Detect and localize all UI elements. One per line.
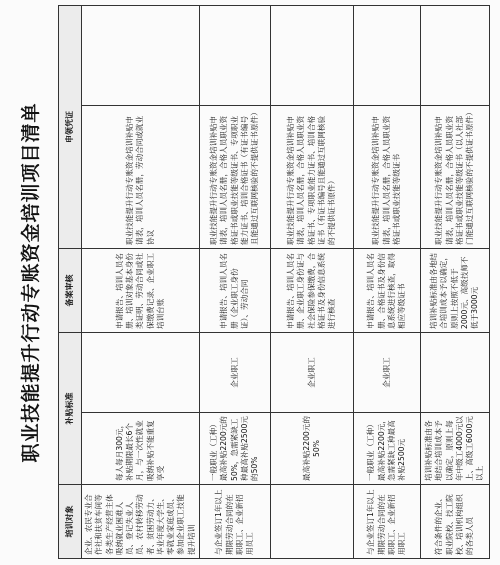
table-row: [270, 6, 353, 559]
cell-filing-review: 申请报告、培训人员名册、合格证书及身份信息系统进行核查，取得相应等级证书: [353, 249, 420, 333]
header-filing-review: 备案审核: [59, 249, 82, 333]
table-row: [353, 6, 420, 559]
table-row: [420, 6, 489, 559]
cell-filing-review: 申请报告、培训人员名册、企业职工身份证与社会保险参保缴费，合格证书及身份信息系统进行核查: [270, 249, 353, 333]
cell-filing-review: 申请报告、培训人员名册、培训对象基本身份类证明、劳动合同或社保缴费记录、企业职工培训台账: [82, 249, 200, 333]
table-header-row: [59, 6, 82, 559]
cell-subsidy-standard: 最高补贴2200元的50%: [270, 413, 353, 485]
cell-claim-voucher: 职业技能提升行动专账资金培训补贴申请表，培训人员名册，合格人员职业资格证书、专项职业能力证书、培训合格证书（有证书编号且能通过互联网核验的不提供证书原件）: [270, 106, 353, 249]
training-items-table: [58, 5, 490, 559]
cell-claim-voucher: 职业技能提升行动专账资金培训补贴申请表，培训人员名册，劳动合同或就业协议: [82, 106, 200, 249]
cell-subsidy-standard: 一般职业（工种）最高补贴2200元的50%，急需紧缺工种最高补贴2500元的50%: [199, 413, 270, 485]
cell-claim-voucher: 职业技能提升行动专账资金培训补贴申请表，培训人员名册，合格人员职业资格证书或职业技能等级证书: [353, 106, 420, 249]
cell-claim-voucher: 职业技能提升行动专账资金培训补贴申请表，培训人员名册，合格人员职业资格证书或职业技能等级证书（以人社部门能通过互联网核验的不提供证书原件）: [420, 106, 489, 249]
cell-claim-voucher: 职业技能提升行动专账资金培训补贴申请表，培训人员名册，合格人员职业资格证书或职业技能等级证书、专项职业能力证书、培训合格证书（有证书编号且能通过互联网核验的不提供证书原件）: [199, 106, 270, 249]
cell-notes: [270, 6, 353, 106]
cell-category: 企业职工: [199, 333, 270, 413]
cell-category: [82, 333, 200, 413]
cell-training-target: 与企业签订1年以上期限劳动合同的在职职工、企业新招用职工: [353, 485, 420, 559]
table-row: [199, 6, 270, 559]
table-row: [82, 6, 200, 559]
cell-notes: [199, 6, 270, 106]
cell-notes: [420, 6, 489, 106]
cell-training-target: 与企业签订1年以上期限劳动合同的在职职工、企业新招用员工: [199, 485, 270, 559]
cell-subsidy-standard: 每人每月300元，补贴期限最长6个月，与一次性就业吸纳补贴不能重复享受: [82, 413, 200, 485]
cell-filing-review: 申请报告、培训人员名册（企业职工身份证）、劳动合同: [199, 249, 270, 333]
cell-category: 企业职工: [270, 333, 353, 413]
cell-training-target: 符合条件的企业、职业院校、技工院校、培训机构组织的各类人员: [420, 485, 489, 559]
cell-training-target: [270, 485, 353, 559]
cell-category: 企业职工: [353, 333, 420, 413]
header-subsidy-standard: 补贴标准: [59, 333, 82, 485]
cell-filing-review: 培训补贴标准由各地结合培训成本予以确定，原则上按照不低于2000元、高级技师不低于3000元: [420, 249, 489, 333]
header-claim-voucher: 申领凭证: [59, 6, 82, 249]
cell-notes: [82, 6, 200, 106]
cell-training-target: 企业、农民专业合作社和扶贫车间等各类生产经营主体吸纳就业困难人员、登记失业人员、农村转移劳动者、贫困劳动力、毕业年度大学生、零就业家庭成员、参加企业职工技能提升培训: [82, 485, 200, 559]
cell-subsidy-standard: 培训补贴标准由各地结合培训成本予以确定，原则上每年中级工4000元以上、高级工6000元以上: [420, 413, 489, 485]
header-training-target: 培训对象: [59, 485, 82, 559]
cell-category: [420, 333, 489, 413]
cell-subsidy-standard: 一般职业（工种）最高补贴2200元，急需紧缺工种最高补贴2500元: [353, 413, 420, 485]
document-title: 职业技能提升行动专账资金培训项目清单: [20, 102, 42, 463]
cell-notes: [353, 6, 420, 106]
